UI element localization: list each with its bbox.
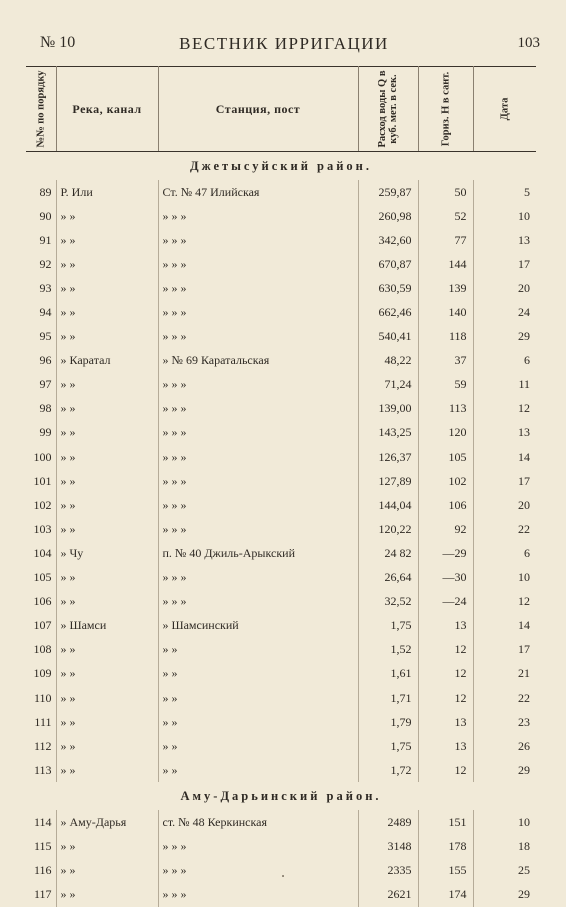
station-cell: » » » (158, 469, 358, 493)
level-cell: 151 (418, 810, 473, 834)
row-number: 111 (26, 710, 56, 734)
river-cell: » » (56, 300, 158, 324)
table-row (26, 883, 536, 907)
discharge-cell: 127,89 (358, 469, 418, 493)
row-number: 114 (26, 810, 56, 834)
river-cell: » » (56, 859, 158, 883)
discharge-cell: 143,25 (358, 421, 418, 445)
level-cell: 52 (418, 204, 473, 228)
col-header-river: Река, канал (56, 67, 158, 152)
river-cell: » » (56, 883, 158, 907)
date-cell: 22 (518, 690, 530, 705)
level-cell: 155 (418, 859, 473, 883)
river-cell: » » (56, 421, 158, 445)
date-cell: 25 (518, 863, 530, 878)
date-cell: 14 (518, 618, 530, 633)
table-row (26, 349, 536, 373)
row-number: 109 (26, 662, 56, 686)
row-number: 107 (26, 614, 56, 638)
row-number: 92 (26, 252, 56, 276)
row-number: 117 (26, 883, 56, 907)
date-cell: 20 (518, 497, 530, 512)
level-cell: 174 (418, 883, 473, 907)
river-cell: » » (56, 493, 158, 517)
table-row (26, 541, 536, 565)
level-cell: 12 (418, 638, 473, 662)
discharge-cell: 71,24 (358, 373, 418, 397)
level-cell: 178 (418, 834, 473, 858)
discharge-cell: 48,22 (358, 349, 418, 373)
station-cell: » » » (158, 397, 358, 421)
station-cell: » » » (158, 373, 358, 397)
date-cell: 29 (518, 329, 530, 344)
level-cell: 120 (418, 421, 473, 445)
station-cell: » » (158, 734, 358, 758)
section-title-row (26, 782, 536, 810)
level-cell: —29 (418, 541, 473, 565)
discharge-cell: 2335 (358, 859, 418, 883)
date-cell: 17 (518, 642, 530, 657)
station-cell: » » » (158, 276, 358, 300)
discharge-cell: 2621 (358, 883, 418, 907)
row-number: 110 (26, 686, 56, 710)
date-cell: 21 (518, 666, 530, 681)
col-header-date: Дата (473, 67, 536, 152)
row-number: 89 (26, 180, 56, 204)
row-number: 97 (26, 373, 56, 397)
table-row (26, 566, 536, 590)
river-cell: » » (56, 276, 158, 300)
river-cell: » » (56, 228, 158, 252)
date-cell: 10 (518, 208, 530, 223)
row-number: 99 (26, 421, 56, 445)
table-row (26, 493, 536, 517)
date-cell: 10 (518, 570, 530, 585)
table-row (26, 638, 536, 662)
date-cell: 24 (518, 305, 530, 320)
table-header-row (26, 67, 536, 152)
discharge-cell: 630,59 (358, 276, 418, 300)
col-header-station: Станция, пост (158, 67, 358, 152)
col-header-discharge: Расход воды Q в куб. мет. в сек. (358, 67, 418, 152)
row-number: 101 (26, 469, 56, 493)
row-number: 103 (26, 517, 56, 541)
river-cell: » » (56, 325, 158, 349)
river-cell: » » (56, 834, 158, 858)
station-cell: » » (158, 710, 358, 734)
row-number: 98 (26, 397, 56, 421)
station-cell: » » » (158, 445, 358, 469)
table-row (26, 180, 536, 204)
date-cell: 11 (518, 377, 530, 392)
station-cell: » » » (158, 834, 358, 858)
table-row (26, 421, 536, 445)
section-title: Аму-Дарьинский район. (180, 788, 382, 803)
river-cell: Р. Или (56, 180, 158, 204)
discharge-cell: 2489 (358, 810, 418, 834)
station-cell: » » » (158, 325, 358, 349)
measurements-table (26, 66, 536, 907)
row-number: 90 (26, 204, 56, 228)
row-number: 91 (26, 228, 56, 252)
river-cell: » » (56, 710, 158, 734)
station-cell: » » (158, 686, 358, 710)
row-number: 115 (26, 834, 56, 858)
discharge-cell: 139,00 (358, 397, 418, 421)
issue-number: № 10 (40, 34, 76, 51)
table-row (26, 686, 536, 710)
date-cell: 12 (518, 401, 530, 416)
date-cell: 17 (518, 256, 530, 271)
date-cell: 10 (518, 814, 530, 829)
table-row (26, 228, 536, 252)
level-cell: 92 (418, 517, 473, 541)
discharge-cell: 259,87 (358, 180, 418, 204)
river-cell: » » (56, 758, 158, 782)
row-number: 104 (26, 541, 56, 565)
level-cell: 139 (418, 276, 473, 300)
row-number: 113 (26, 758, 56, 782)
discharge-cell: 126,37 (358, 445, 418, 469)
discharge-cell: 24 82 (358, 541, 418, 565)
date-cell: 13 (518, 425, 530, 440)
level-cell: 77 (418, 228, 473, 252)
discharge-cell: 26,64 (358, 566, 418, 590)
level-cell: 12 (418, 662, 473, 686)
river-cell: » Каратал (56, 349, 158, 373)
level-cell: —30 (418, 566, 473, 590)
row-number: 112 (26, 734, 56, 758)
row-number: 105 (26, 566, 56, 590)
date-cell: 23 (518, 714, 530, 729)
date-cell: 18 (518, 838, 530, 853)
table-row (26, 758, 536, 782)
river-cell: » » (56, 373, 158, 397)
station-cell: » Шамсинский (158, 614, 358, 638)
level-cell: 12 (418, 758, 473, 782)
row-number: 95 (26, 325, 56, 349)
date-cell: 5 (524, 184, 530, 199)
table-row (26, 373, 536, 397)
discharge-cell: 32,52 (358, 590, 418, 614)
level-cell: 59 (418, 373, 473, 397)
table-row (26, 590, 536, 614)
river-cell: » Шамси (56, 614, 158, 638)
level-cell: 105 (418, 445, 473, 469)
river-cell: » Чу (56, 541, 158, 565)
table-row (26, 276, 536, 300)
river-cell: » » (56, 252, 158, 276)
discharge-cell: 662,46 (358, 300, 418, 324)
river-cell: » » (56, 517, 158, 541)
level-cell: —24 (418, 590, 473, 614)
level-cell: 37 (418, 349, 473, 373)
discharge-cell: 260,98 (358, 204, 418, 228)
river-cell: » Аму-Дарья (56, 810, 158, 834)
level-cell: 12 (418, 686, 473, 710)
date-cell: 29 (518, 887, 530, 902)
date-cell: 29 (518, 762, 530, 777)
station-cell: » » » (158, 204, 358, 228)
discharge-cell: 1,71 (358, 686, 418, 710)
discharge-cell: 1,75 (358, 614, 418, 638)
table-row (26, 252, 536, 276)
river-cell: » » (56, 590, 158, 614)
discharge-cell: 342,60 (358, 228, 418, 252)
col-header-no: №№ по порядку (26, 67, 56, 152)
section-title: Джетысуйский район. (189, 158, 373, 173)
level-cell: 50 (418, 180, 473, 204)
station-cell: » » » (158, 883, 358, 907)
station-cell: » » » (158, 859, 358, 883)
level-cell: 118 (418, 325, 473, 349)
station-cell: » № 69 Каратальская (158, 349, 358, 373)
table-row (26, 445, 536, 469)
discharge-cell: 1,75 (358, 734, 418, 758)
date-cell: 6 (524, 545, 530, 560)
level-cell: 144 (418, 252, 473, 276)
river-cell: » » (56, 469, 158, 493)
row-number: 93 (26, 276, 56, 300)
station-cell: » » » (158, 252, 358, 276)
discharge-cell: 144,04 (358, 493, 418, 517)
date-cell: 22 (518, 521, 530, 536)
station-cell: » » (158, 662, 358, 686)
station-cell: » » (158, 758, 358, 782)
level-cell: 13 (418, 614, 473, 638)
station-cell: п. № 40 Джиль-Арыкский (158, 541, 358, 565)
table-row (26, 614, 536, 638)
table-row (26, 204, 536, 228)
station-cell: » » » (158, 228, 358, 252)
level-cell: 113 (418, 397, 473, 421)
date-cell: 6 (524, 353, 530, 368)
row-number: 116 (26, 859, 56, 883)
discharge-cell: 540,41 (358, 325, 418, 349)
table-row (26, 710, 536, 734)
river-cell: » » (56, 734, 158, 758)
river-cell: » » (56, 566, 158, 590)
table-row (26, 734, 536, 758)
date-cell: 12 (518, 594, 530, 609)
level-cell: 140 (418, 300, 473, 324)
station-cell: » » » (158, 300, 358, 324)
station-cell: » » » (158, 517, 358, 541)
date-cell: 13 (518, 232, 530, 247)
discharge-cell: 1,79 (358, 710, 418, 734)
station-cell: » » (158, 638, 358, 662)
river-cell: » » (56, 445, 158, 469)
row-number: 100 (26, 445, 56, 469)
river-cell: » » (56, 686, 158, 710)
discharge-cell: 670,87 (358, 252, 418, 276)
table-row (26, 397, 536, 421)
station-cell: » » » (158, 566, 358, 590)
level-cell: 13 (418, 734, 473, 758)
discharge-cell: 3148 (358, 834, 418, 858)
river-cell: » » (56, 662, 158, 686)
river-cell: » » (56, 638, 158, 662)
station-cell: » » » (158, 421, 358, 445)
row-number: 102 (26, 493, 56, 517)
section-title-row (26, 152, 536, 181)
page-number: 103 (517, 35, 540, 51)
station-cell: » » » (158, 493, 358, 517)
row-number: 94 (26, 300, 56, 324)
station-cell: » » » (158, 590, 358, 614)
level-cell: 13 (418, 710, 473, 734)
date-cell: 20 (518, 280, 530, 295)
running-head (28, 34, 540, 56)
level-cell: 102 (418, 469, 473, 493)
river-cell: » » (56, 204, 158, 228)
date-cell: 17 (518, 473, 530, 488)
discharge-cell: 1,52 (358, 638, 418, 662)
level-cell: 106 (418, 493, 473, 517)
row-number: 108 (26, 638, 56, 662)
page-foot-mark: • (281, 872, 285, 881)
table-row (26, 325, 536, 349)
river-cell: » » (56, 397, 158, 421)
table-row (26, 300, 536, 324)
journal-title: ВЕСТНИК ИРРИГАЦИИ (179, 34, 389, 53)
table-body (26, 152, 536, 907)
col-header-level: Гориз. H в сант. (418, 67, 473, 152)
date-cell: 14 (518, 449, 530, 464)
discharge-cell: 1,72 (358, 758, 418, 782)
row-number: 106 (26, 590, 56, 614)
table-row (26, 469, 536, 493)
table-row (26, 834, 536, 858)
row-number: 96 (26, 349, 56, 373)
table-row (26, 810, 536, 834)
station-cell: Ст. № 47 Илийская (158, 180, 358, 204)
measurements-table-wrap (26, 66, 536, 907)
discharge-cell: 1,61 (358, 662, 418, 686)
table-row (26, 517, 536, 541)
discharge-cell: 120,22 (358, 517, 418, 541)
date-cell: 26 (518, 738, 530, 753)
table-row (26, 662, 536, 686)
station-cell: ст. № 48 Керкинская (158, 810, 358, 834)
